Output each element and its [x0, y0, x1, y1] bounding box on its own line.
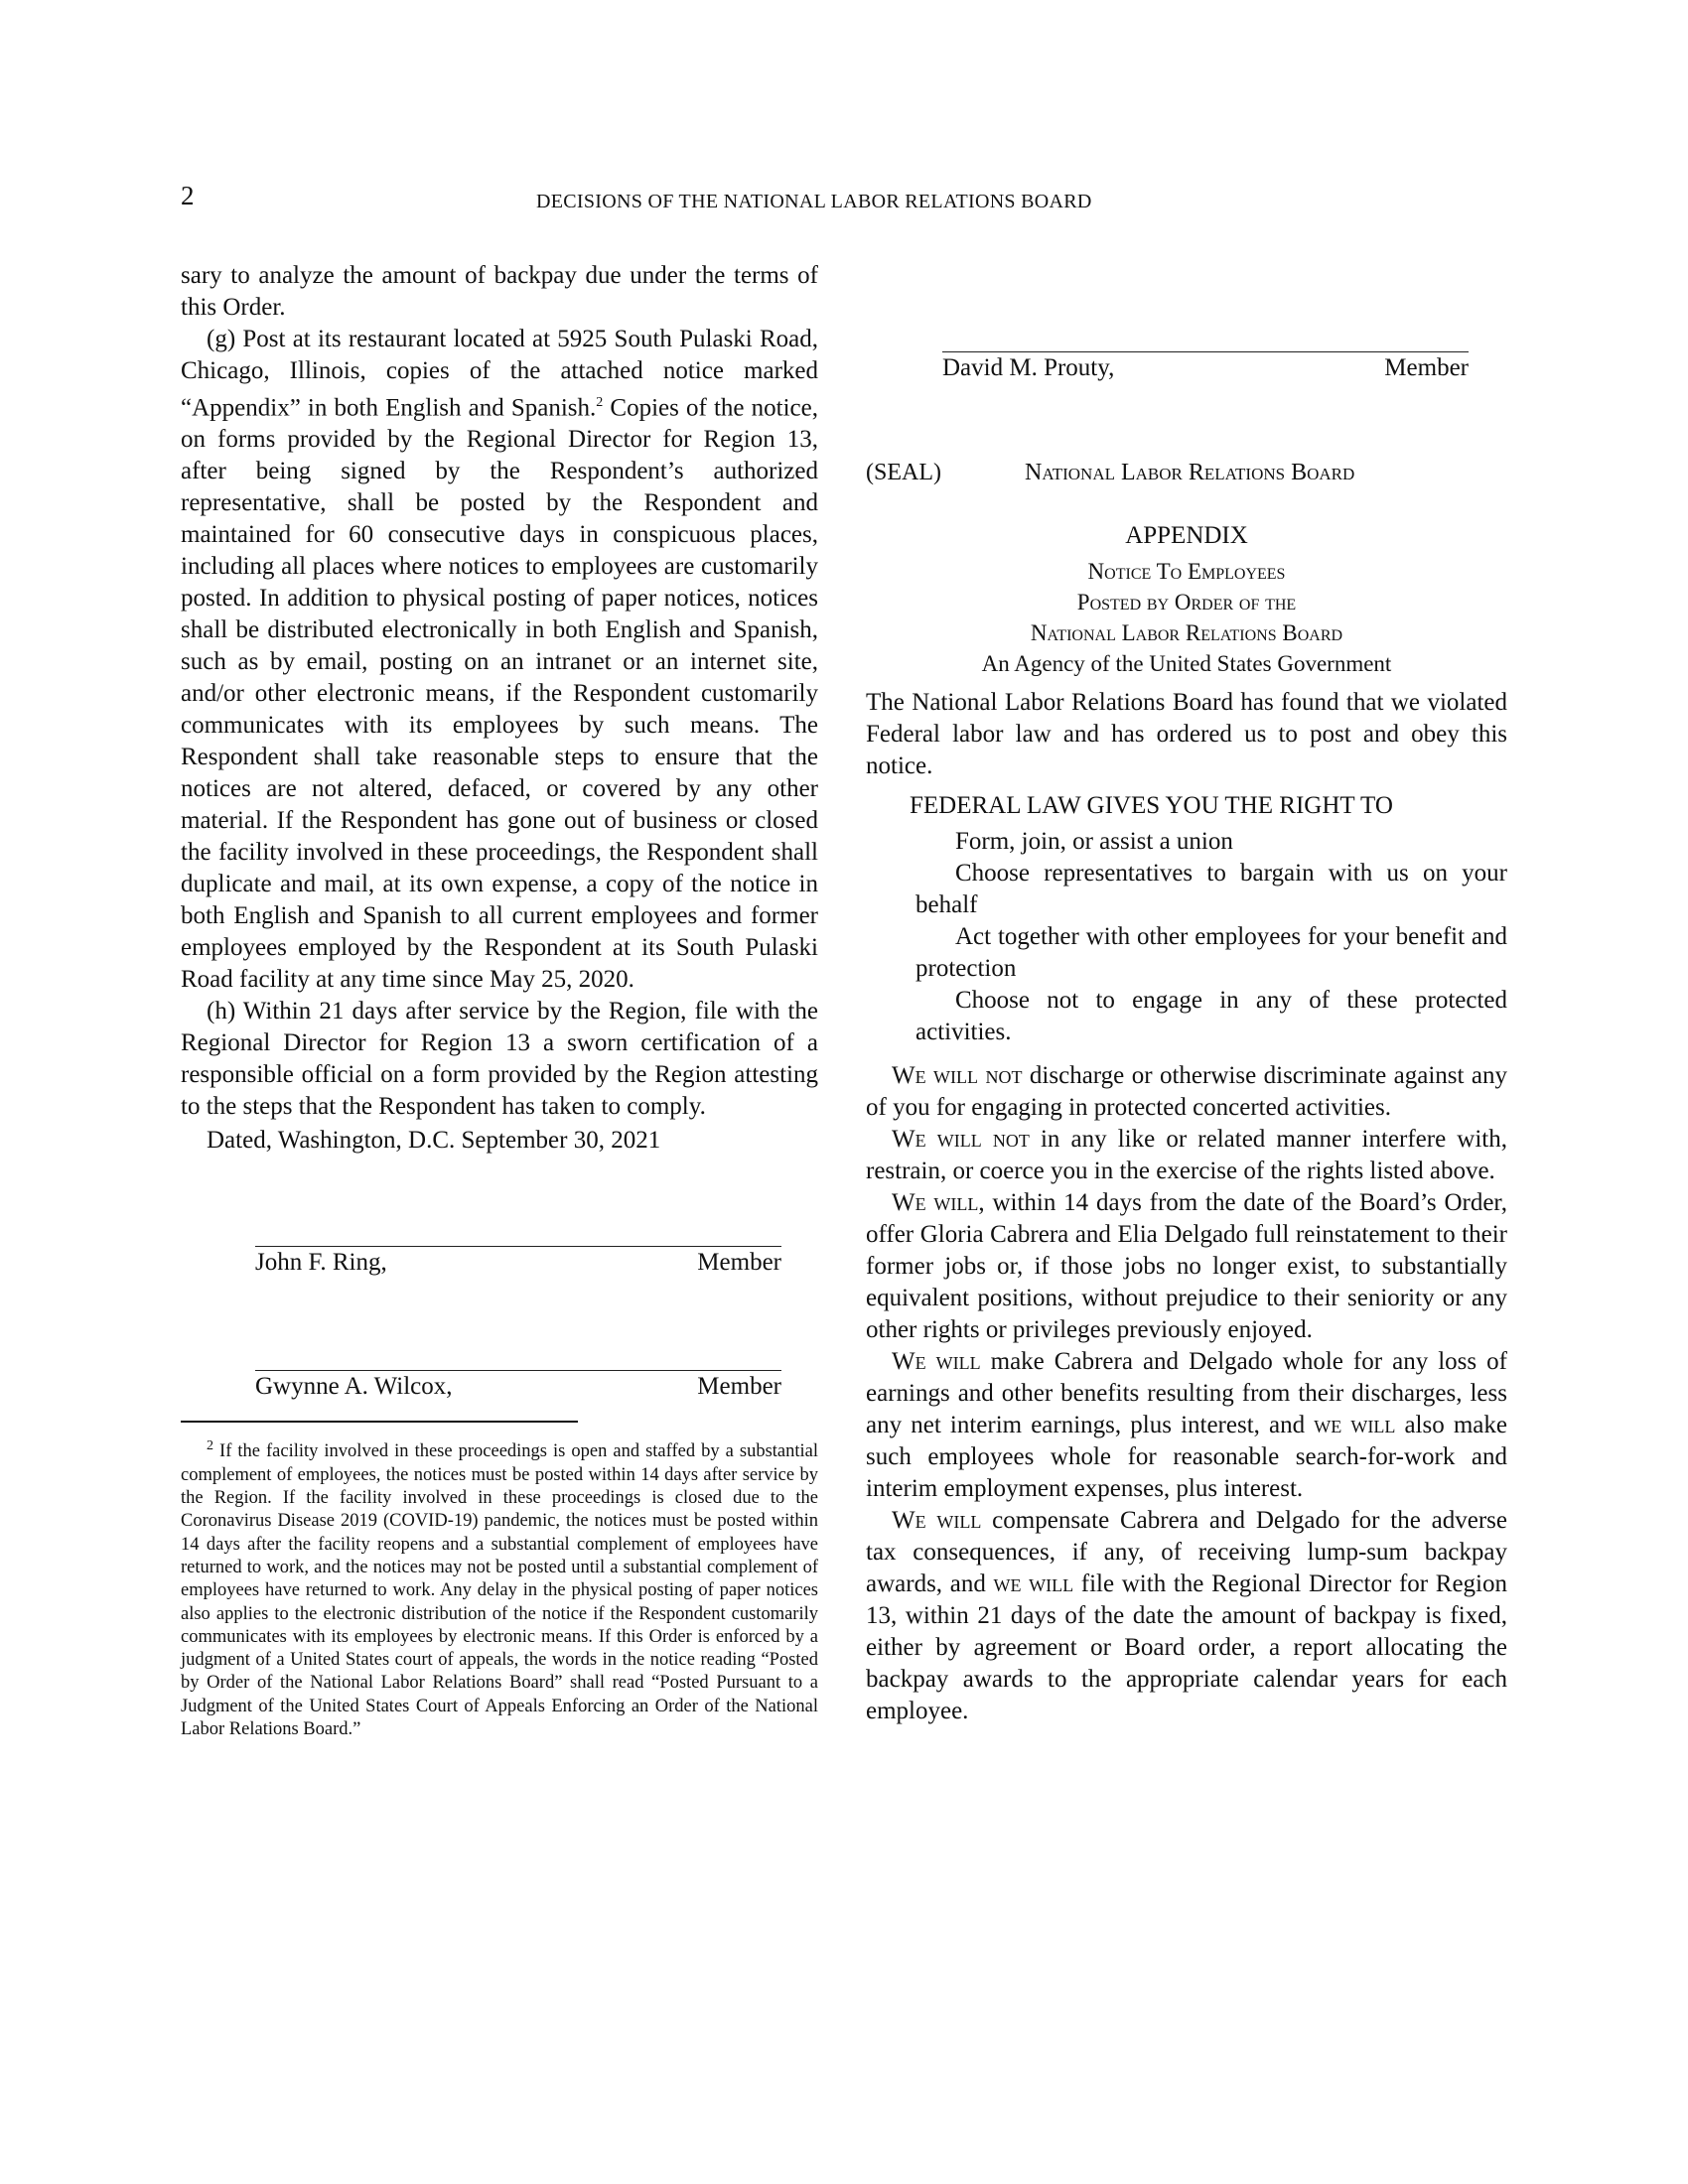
right-column: [866, 260, 1507, 1727]
commitment-lead: We will: [892, 1348, 981, 1375]
commitment-text: in any like or related manner interfere with, restrain, or coerce you in the exercise of the rights listed above.: [866, 1126, 1507, 1184]
commitment-text: compensate Cabrera and Delgado for the adverse tax consequences, if any, of receiving lump-sum backpay awards, and: [866, 1507, 1507, 1597]
footnote-reference: 2: [596, 395, 604, 410]
notice-line: National Labor Relations Board: [1030, 620, 1343, 645]
notice-line: Posted by Order of the: [1076, 590, 1297, 614]
seal-label: (SEAL): [866, 460, 941, 485]
commitment-paragraph: [866, 1187, 1507, 1346]
paragraph-h: (h) Within 21 days after service by the Region, file with the Regional Director for Region 13 a sworn certification of a responsible official on a form provided by the Region attesting to the steps that the Respondent has taken to comply.: [181, 998, 818, 1121]
footnote-text: If the facility involved in these proceedings is open and staffed by a substantial complement of employees, the notices must be posted within 14 days after service by the Region. If the facility involved in these proceedings is closed due to the Coronavirus Disease 2019 (COVID-19) pandemic, the notices must be posted within 14 days after the facility reopens and a substantial complement of employees have returned to work, and the notices may not be posted until a substantial complement of employees have returned to work. Any delay in the physical posting of paper notices also applies to the electronic distribution of the notice if the Respondent customarily communicates with its employees by electronic means. If this Order is enforced by a judgment of a United States court of appeals, the words in the notice reading “Posted by Order of the National Labor Relations Board” shall read “Posted Pursuant to a Judgment of the United States Court of Appeals Enforcing an Order of the National Labor Relations Board.”: [181, 1441, 819, 1740]
right-item: Choose not to engage in any of these protected activities.: [915, 987, 1507, 1045]
running-title: DECISIONS OF THE NATIONAL LABOR RELATIONS BOARD: [536, 191, 1092, 212]
page-number: 2: [181, 181, 195, 210]
board-name: National Labor Relations Board: [1025, 460, 1355, 485]
signatory-title: Member: [1384, 354, 1469, 381]
rights-list: [915, 826, 1507, 1048]
signature-line-prouty: [942, 351, 1469, 382]
right-item: Choose representatives to bargain with us on your behalf: [915, 860, 1507, 918]
footnote: [181, 1434, 818, 1741]
paragraph-g: [181, 324, 818, 996]
commitment-lead: We will not: [892, 1062, 1023, 1089]
seal-row: [866, 460, 1507, 486]
left-column: [181, 260, 818, 1741]
right-item: Form, join, or assist a union: [955, 828, 1233, 855]
paragraph-continuation: sary to analyze the amount of backpay due under the terms of this Order.: [181, 262, 818, 321]
rights-heading: FEDERAL LAW GIVES YOU THE RIGHT TO: [910, 792, 1393, 819]
signatory-title: Member: [697, 1249, 781, 1277]
commitment-lead: We will: [892, 1507, 982, 1534]
notice-line: An Agency of the United States Government: [981, 651, 1392, 676]
paragraph-g-text-2: Copies of the notice, on forms provided by the Regional Director for Region 13, after being signed by the Respondent’s authorized representative, shall be posted by the Respondent and maintained for 60 consecutive days in conspicuous places, including all places where notices to employees are customarily posted. In addition to physical posting of paper notices, notices shall be distributed electronically in both English and Spanish, such as by email, posting on an intranet or an internet site, and/or other electronic means, if the Respondent customarily communicates with its employees by such means. The Respondent shall take reasonable steps to ensure that the notices are not altered, defaced, or covered by any other material. If the Respondent has gone out of business or closed the facility involved in these proceedings, the Respondent shall duplicate and mail, at its own expense, a copy of the notice in both English and Spanish to all current employees and former employees employed by the Respondent at its South Pulaski Road facility at any time since May 25, 2020.: [181, 394, 818, 994]
signature-line-ring: [255, 1246, 781, 1277]
notice-line: Notice To Employees: [1087, 559, 1286, 584]
notice-heading: [866, 556, 1507, 679]
commitment-text: file with the Regional Director for Region 13, within 21 days of the date the amount of backpay is fixed, either by agreement or Board order, a report allocating the backpay awards to the appropriate calendar years for each employee.: [866, 1570, 1507, 1724]
signatory-name: John F. Ring,: [255, 1249, 387, 1277]
commitment-lead: we will: [1314, 1412, 1396, 1438]
commitment-lead: We will: [892, 1189, 979, 1216]
right-item: Act together with other employees for your benefit and protection: [915, 923, 1507, 982]
commitment-lead: We will not: [892, 1126, 1030, 1153]
signatory-name: David M. Prouty,: [942, 354, 1115, 381]
appendix-title: APPENDIX: [1125, 522, 1248, 549]
signature-line-wilcox: [255, 1370, 781, 1401]
dated-line: Dated, Washington, D.C. September 30, 2021: [207, 1127, 661, 1155]
paragraph-g-text-1: (g) Post at its restaurant located at 5925 South Pulaski Road, Chicago, Illinois, copies of the attached notice marked “Appendix” in both English and Spanish.: [181, 326, 818, 422]
notice-intro: The National Labor Relations Board has found that we violated Federal labor law and has ordered us to post and obey this notice.: [866, 689, 1507, 779]
commitment-paragraph: [866, 1505, 1507, 1727]
signatory-title: Member: [697, 1373, 781, 1401]
commitment-lead: we will: [993, 1570, 1074, 1597]
commitment-text: make Cabrera and Delgado whole for any loss of earnings and other benefits resulting from their discharges, less any net interim earnings, plus interest, and: [866, 1348, 1507, 1438]
commitment-paragraph: [866, 1346, 1507, 1505]
commitment-text: , within 14 days from the date of the Board’s Order, offer Gloria Cabrera and Elia Delgado full reinstatement to their former jobs or, if those jobs no longer exist, to substantially equivalent positions, without prejudice to their seniority or any other rights or privileges previously enjoyed.: [866, 1189, 1507, 1343]
commitment-paragraph: [866, 1060, 1507, 1124]
commitment-text: also make such employees whole for reasonable search-for-work and interim employment expenses, plus interest.: [866, 1412, 1507, 1502]
commitment-paragraph: [866, 1124, 1507, 1187]
footnote-divider: [181, 1421, 578, 1423]
footnote-number: 2: [207, 1438, 213, 1454]
commitment-text: discharge or otherwise discriminate against any of you for engaging in protected concerted activities.: [866, 1062, 1507, 1121]
signatory-name: Gwynne A. Wilcox,: [255, 1373, 453, 1401]
